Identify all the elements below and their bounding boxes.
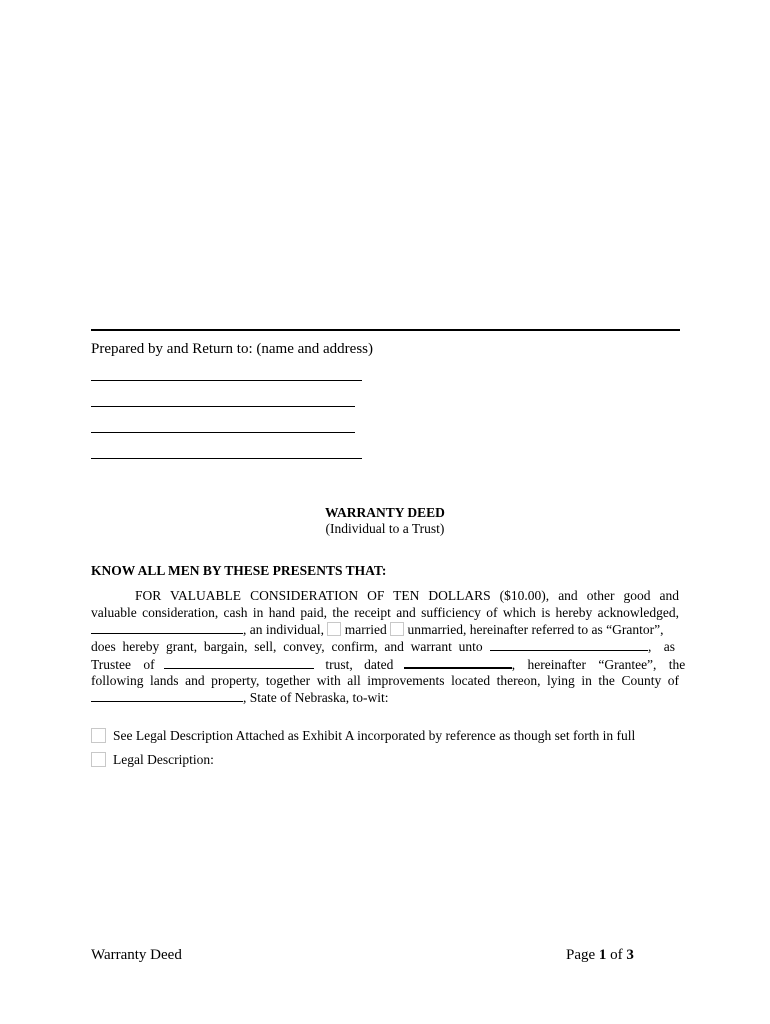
body-line-2 <box>91 604 679 621</box>
body-text: trust, dated <box>325 657 394 672</box>
body-text: , as <box>647 639 675 654</box>
legal-description-label: Legal Description: <box>113 752 214 767</box>
footer-document-name: Warranty Deed <box>91 947 182 963</box>
trust-name-blank[interactable] <box>164 656 314 669</box>
body-text: FOR VALUABLE CONSIDERATION OF TEN DOLLARS ($10.00), and other good and <box>135 588 679 603</box>
exhibit-checkbox[interactable] <box>91 728 106 743</box>
body-line-7 <box>91 689 679 706</box>
legal-description-option <box>91 751 214 768</box>
trustee-name-blank[interactable] <box>490 638 648 651</box>
county-blank[interactable] <box>91 689 243 702</box>
body-text: Trustee of <box>91 657 155 672</box>
body-line-4 <box>91 638 679 655</box>
address-line-1[interactable] <box>91 380 362 381</box>
prepared-by-label: Prepared by and Return to: (name and address) <box>91 341 373 357</box>
document-title: WARRANTY DEED <box>325 505 445 520</box>
page-current: 1 <box>598 947 607 963</box>
body-line-5 <box>91 655 686 673</box>
body-text: , an individual, <box>243 622 324 637</box>
married-label: married <box>344 622 387 637</box>
intro-heading: KNOW ALL MEN BY THESE PRESENTS THAT: <box>91 563 387 578</box>
body-line-6 <box>91 672 679 689</box>
body-text: following lands and property, together with all improvements located thereon, lying in the County of <box>91 673 679 688</box>
page-word: Page <box>566 947 596 963</box>
document-subtitle: (Individual to a Trust) <box>325 521 445 536</box>
top-rule <box>91 329 680 331</box>
page-total: 3 <box>626 947 634 963</box>
legal-description-checkbox[interactable] <box>91 752 106 767</box>
trust-date-blank[interactable] <box>404 655 512 669</box>
grantor-name-blank[interactable] <box>91 621 243 634</box>
body-line-1 <box>135 587 679 604</box>
unmarried-checkbox[interactable] <box>390 622 404 636</box>
body-text: , hereinafter “Grantee”, the <box>511 657 686 672</box>
body-text: , State of Nebraska, to-wit: <box>243 690 389 705</box>
exhibit-option <box>91 727 635 744</box>
body-line-3 <box>91 621 679 638</box>
exhibit-label: See Legal Description Attached as Exhibit A incorporated by reference as though set forth in full <box>113 728 636 743</box>
of-word: of <box>610 947 623 963</box>
address-line-3[interactable] <box>91 432 355 433</box>
body-text: does hereby grant, bargain, sell, convey, confirm, and warrant unto <box>91 639 483 654</box>
body-text: valuable consideration, cash in hand paid, the receipt and sufficiency of which is hereby acknowledged, <box>91 605 679 620</box>
married-checkbox[interactable] <box>327 622 341 636</box>
body-text: unmarried, hereinafter referred to as “Grantor”, <box>407 622 664 637</box>
footer-page-number <box>566 947 634 964</box>
address-line-4[interactable] <box>91 458 362 459</box>
address-line-2[interactable] <box>91 406 355 407</box>
